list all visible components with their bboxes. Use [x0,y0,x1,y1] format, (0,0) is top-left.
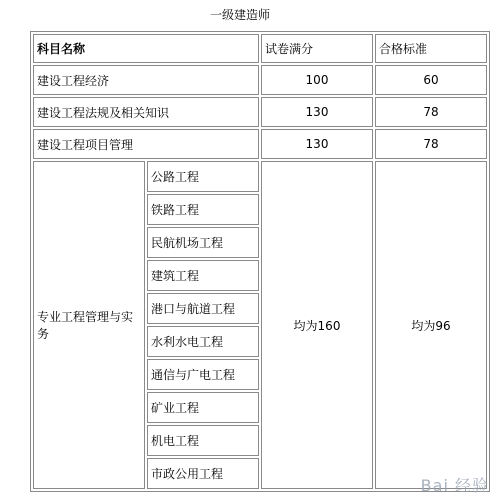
specialty-item: 港口与航道工程 [147,293,259,324]
table-row [33,65,487,95]
specialty-item: 铁路工程 [147,194,259,225]
specialty-item: 通信与广电工程 [147,359,259,390]
table-row [33,129,487,159]
specialty-item: 水利水电工程 [147,326,259,357]
watermark-logo [421,473,489,496]
watermark-text: Bai 经验 [420,476,489,495]
specialty-item: 建筑工程 [147,260,259,291]
row-full-score: 130 [261,97,373,127]
row-pass-score: 78 [375,129,487,159]
specialty-item: 民航机场工程 [147,227,259,258]
row-subject: 建设工程项目管理 [33,129,259,159]
specialty-item: 矿业工程 [147,392,259,423]
row-pass-score: 78 [375,97,487,127]
row-full-score: 100 [261,65,373,95]
specialty-item: 市政公用工程 [147,458,259,489]
row-subject: 建设工程经济 [33,65,259,95]
table-row [33,161,487,192]
specialty-item: 公路工程 [147,161,259,192]
page-title: 一级建造师 [209,8,270,22]
table-row [33,97,487,127]
header-pass-score: 合格标准 [375,34,487,63]
row-subject: 建设工程法规及相关知识 [33,97,259,127]
practice-label: 专业工程管理与实务 [33,161,145,489]
practice-full-score: 均为160 [261,161,373,489]
header-full-score: 试卷满分 [261,34,373,63]
row-full-score: 130 [261,129,373,159]
row-pass-score: 60 [375,65,487,95]
specialty-item: 机电工程 [147,425,259,456]
practice-pass-score: 均为96 [375,161,487,489]
header-subject: 科目名称 [33,34,259,63]
table-header-row [33,34,487,63]
score-table [30,31,490,492]
